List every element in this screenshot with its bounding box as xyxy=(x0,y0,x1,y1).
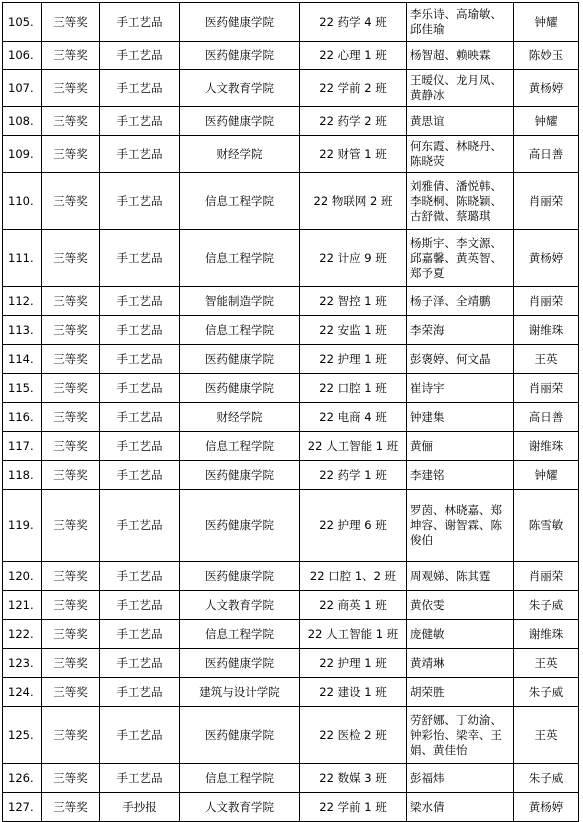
table-row xyxy=(3,461,579,490)
college-name: 医药健康学院 xyxy=(180,3,300,42)
work-category: 手抄报 xyxy=(100,793,180,822)
advisor-name: 高日善 xyxy=(514,136,579,173)
college-name: 信息工程学院 xyxy=(180,764,300,793)
class-name: 22 药学 4 班 xyxy=(300,3,407,42)
advisor-name: 肖丽荣 xyxy=(514,562,579,591)
advisor-name: 高日善 xyxy=(514,403,579,432)
row-index: 121. xyxy=(3,591,42,620)
class-name: 22 智控 1 班 xyxy=(300,287,407,316)
work-category: 手工艺品 xyxy=(100,173,180,230)
college-name: 医药健康学院 xyxy=(180,107,300,136)
advisor-name: 黄杨婷 xyxy=(514,230,579,287)
class-name: 22 数媒 3 班 xyxy=(300,764,407,793)
college-name: 信息工程学院 xyxy=(180,432,300,461)
student-names: 王暧仪、龙月凤、黄静冰 xyxy=(407,70,514,107)
advisor-name: 钟耀 xyxy=(514,107,579,136)
advisor-name: 谢维珠 xyxy=(514,620,579,649)
college-name: 人文教育学院 xyxy=(180,793,300,822)
award-level: 三等奖 xyxy=(42,316,100,345)
student-names: 梁水倩 xyxy=(407,793,514,822)
student-names: 黄依雯 xyxy=(407,591,514,620)
table-row xyxy=(3,678,579,707)
class-name: 22 财管 1 班 xyxy=(300,136,407,173)
row-index: 112. xyxy=(3,287,42,316)
row-index: 110. xyxy=(3,173,42,230)
award-level: 三等奖 xyxy=(42,707,100,764)
student-names: 钟建集 xyxy=(407,403,514,432)
student-names: 崔诗宇 xyxy=(407,374,514,403)
row-index: 111. xyxy=(3,230,42,287)
class-name: 22 电商 4 班 xyxy=(300,403,407,432)
college-name: 信息工程学院 xyxy=(180,316,300,345)
row-index: 116. xyxy=(3,403,42,432)
class-name: 22 学前 2 班 xyxy=(300,70,407,107)
class-name: 22 口腔 1、2 班 xyxy=(300,562,407,591)
college-name: 医药健康学院 xyxy=(180,42,300,70)
row-index: 106. xyxy=(3,42,42,70)
row-index: 105. xyxy=(3,3,42,42)
awards-table-body xyxy=(3,3,579,822)
row-index: 117. xyxy=(3,432,42,461)
table-row xyxy=(3,591,579,620)
student-names: 黄思谊 xyxy=(407,107,514,136)
row-index: 120. xyxy=(3,562,42,591)
row-index: 114. xyxy=(3,345,42,374)
work-category: 手工艺品 xyxy=(100,42,180,70)
table-row xyxy=(3,620,579,649)
student-names: 劳舒娜、丁幼渝、钟彩怡、梁幸、王娟、黄佳怡 xyxy=(407,707,514,764)
college-name: 建筑与设计学院 xyxy=(180,678,300,707)
advisor-name: 谢维珠 xyxy=(514,316,579,345)
class-name: 22 药学 1 班 xyxy=(300,461,407,490)
table-row xyxy=(3,42,579,70)
student-names: 杨智超、赖映霖 xyxy=(407,42,514,70)
college-name: 人文教育学院 xyxy=(180,70,300,107)
college-name: 信息工程学院 xyxy=(180,620,300,649)
advisor-name: 王英 xyxy=(514,649,579,678)
class-name: 22 计应 9 班 xyxy=(300,230,407,287)
work-category: 手工艺品 xyxy=(100,461,180,490)
college-name: 医药健康学院 xyxy=(180,374,300,403)
table-row xyxy=(3,345,579,374)
work-category: 手工艺品 xyxy=(100,403,180,432)
award-level: 三等奖 xyxy=(42,432,100,461)
class-name: 22 建设 1 班 xyxy=(300,678,407,707)
class-name: 22 护理 6 班 xyxy=(300,490,407,562)
table-row xyxy=(3,316,579,345)
advisor-name: 朱子威 xyxy=(514,678,579,707)
class-name: 22 药学 2 班 xyxy=(300,107,407,136)
college-name: 医药健康学院 xyxy=(180,649,300,678)
student-names: 庞健敏 xyxy=(407,620,514,649)
student-names: 李建铭 xyxy=(407,461,514,490)
work-category: 手工艺品 xyxy=(100,764,180,793)
award-level: 三等奖 xyxy=(42,230,100,287)
student-names: 李荣海 xyxy=(407,316,514,345)
table-row xyxy=(3,707,579,764)
college-name: 财经学院 xyxy=(180,136,300,173)
college-name: 医药健康学院 xyxy=(180,461,300,490)
advisor-name: 陈妙玉 xyxy=(514,42,579,70)
table-row xyxy=(3,490,579,562)
class-name: 22 安监 1 班 xyxy=(300,316,407,345)
work-category: 手工艺品 xyxy=(100,107,180,136)
award-level: 三等奖 xyxy=(42,678,100,707)
table-row xyxy=(3,3,579,42)
college-name: 医药健康学院 xyxy=(180,345,300,374)
table-row xyxy=(3,230,579,287)
row-index: 107. xyxy=(3,70,42,107)
table-row xyxy=(3,562,579,591)
row-index: 115. xyxy=(3,374,42,403)
class-name: 22 心理 1 班 xyxy=(300,42,407,70)
class-name: 22 护理 1 班 xyxy=(300,649,407,678)
advisor-name: 肖丽荣 xyxy=(514,287,579,316)
college-name: 信息工程学院 xyxy=(180,173,300,230)
advisor-name: 王英 xyxy=(514,707,579,764)
work-category: 手工艺品 xyxy=(100,562,180,591)
work-category: 手工艺品 xyxy=(100,591,180,620)
student-names: 杨子泽、全靖鹏 xyxy=(407,287,514,316)
table-row xyxy=(3,136,579,173)
student-names: 杨斯宇、李文源、邱嘉馨、黄英智、郑予夏 xyxy=(407,230,514,287)
award-level: 三等奖 xyxy=(42,620,100,649)
row-index: 109. xyxy=(3,136,42,173)
class-name: 22 人工智能 1 班 xyxy=(300,432,407,461)
class-name: 22 商英 1 班 xyxy=(300,591,407,620)
work-category: 手工艺品 xyxy=(100,230,180,287)
college-name: 信息工程学院 xyxy=(180,230,300,287)
row-index: 108. xyxy=(3,107,42,136)
class-name: 22 人工智能 1 班 xyxy=(300,620,407,649)
table-row xyxy=(3,107,579,136)
awards-table xyxy=(2,2,579,822)
row-index: 127. xyxy=(3,793,42,822)
table-row xyxy=(3,173,579,230)
class-name: 22 学前 1 班 xyxy=(300,793,407,822)
award-level: 三等奖 xyxy=(42,461,100,490)
college-name: 医药健康学院 xyxy=(180,562,300,591)
work-category: 手工艺品 xyxy=(100,287,180,316)
award-level: 三等奖 xyxy=(42,591,100,620)
class-name: 22 口腔 1 班 xyxy=(300,374,407,403)
row-index: 124. xyxy=(3,678,42,707)
work-category: 手工艺品 xyxy=(100,374,180,403)
award-level: 三等奖 xyxy=(42,793,100,822)
row-index: 122. xyxy=(3,620,42,649)
row-index: 118. xyxy=(3,461,42,490)
work-category: 手工艺品 xyxy=(100,345,180,374)
student-names: 黄俪 xyxy=(407,432,514,461)
row-index: 119. xyxy=(3,490,42,562)
row-index: 125. xyxy=(3,707,42,764)
advisor-name: 谢维珠 xyxy=(514,432,579,461)
student-names: 何东霞、林晓丹、陈晓荧 xyxy=(407,136,514,173)
work-category: 手工艺品 xyxy=(100,649,180,678)
table-row xyxy=(3,432,579,461)
award-level: 三等奖 xyxy=(42,3,100,42)
student-names: 李乐诗、高瑜敏、邱佳瑜 xyxy=(407,3,514,42)
table-row xyxy=(3,287,579,316)
award-level: 三等奖 xyxy=(42,287,100,316)
row-index: 123. xyxy=(3,649,42,678)
work-category: 手工艺品 xyxy=(100,432,180,461)
award-level: 三等奖 xyxy=(42,107,100,136)
college-name: 智能制造学院 xyxy=(180,287,300,316)
table-row xyxy=(3,649,579,678)
table-row xyxy=(3,403,579,432)
advisor-name: 陈雪敏 xyxy=(514,490,579,562)
student-names: 彭褒婷、何文晶 xyxy=(407,345,514,374)
work-category: 手工艺品 xyxy=(100,136,180,173)
student-names: 刘雅倩、潘悦韩、李晓桐、陈晓颖、古舒微、蔡璐琪 xyxy=(407,173,514,230)
advisor-name: 朱子威 xyxy=(514,764,579,793)
advisor-name: 黄杨婷 xyxy=(514,70,579,107)
college-name: 医药健康学院 xyxy=(180,490,300,562)
advisor-name: 肖丽荣 xyxy=(514,374,579,403)
award-level: 三等奖 xyxy=(42,490,100,562)
work-category: 手工艺品 xyxy=(100,3,180,42)
work-category: 手工艺品 xyxy=(100,316,180,345)
work-category: 手工艺品 xyxy=(100,707,180,764)
student-names: 周观娣、陈其霆 xyxy=(407,562,514,591)
college-name: 财经学院 xyxy=(180,403,300,432)
work-category: 手工艺品 xyxy=(100,678,180,707)
advisor-name: 黄杨婷 xyxy=(514,793,579,822)
award-level: 三等奖 xyxy=(42,70,100,107)
work-category: 手工艺品 xyxy=(100,70,180,107)
advisor-name: 朱子威 xyxy=(514,591,579,620)
award-level: 三等奖 xyxy=(42,764,100,793)
award-level: 三等奖 xyxy=(42,562,100,591)
class-name: 22 物联网 2 班 xyxy=(300,173,407,230)
award-level: 三等奖 xyxy=(42,649,100,678)
class-name: 22 医检 2 班 xyxy=(300,707,407,764)
table-row xyxy=(3,793,579,822)
advisor-name: 肖丽荣 xyxy=(514,173,579,230)
class-name: 22 护理 1 班 xyxy=(300,345,407,374)
student-names: 黄靖琳 xyxy=(407,649,514,678)
advisor-name: 王英 xyxy=(514,345,579,374)
college-name: 医药健康学院 xyxy=(180,707,300,764)
advisor-name: 钟耀 xyxy=(514,3,579,42)
award-level: 三等奖 xyxy=(42,42,100,70)
student-names: 罗茵、林晓嘉、郑坤容、谢智霖、陈俊伯 xyxy=(407,490,514,562)
college-name: 人文教育学院 xyxy=(180,591,300,620)
student-names: 彭福炜 xyxy=(407,764,514,793)
row-index: 126. xyxy=(3,764,42,793)
award-level: 三等奖 xyxy=(42,374,100,403)
work-category: 手工艺品 xyxy=(100,620,180,649)
award-level: 三等奖 xyxy=(42,136,100,173)
table-row xyxy=(3,70,579,107)
work-category: 手工艺品 xyxy=(100,490,180,562)
student-names: 胡荣胜 xyxy=(407,678,514,707)
advisor-name: 钟耀 xyxy=(514,461,579,490)
award-level: 三等奖 xyxy=(42,403,100,432)
award-level: 三等奖 xyxy=(42,173,100,230)
award-level: 三等奖 xyxy=(42,345,100,374)
row-index: 113. xyxy=(3,316,42,345)
table-row xyxy=(3,764,579,793)
table-row xyxy=(3,374,579,403)
